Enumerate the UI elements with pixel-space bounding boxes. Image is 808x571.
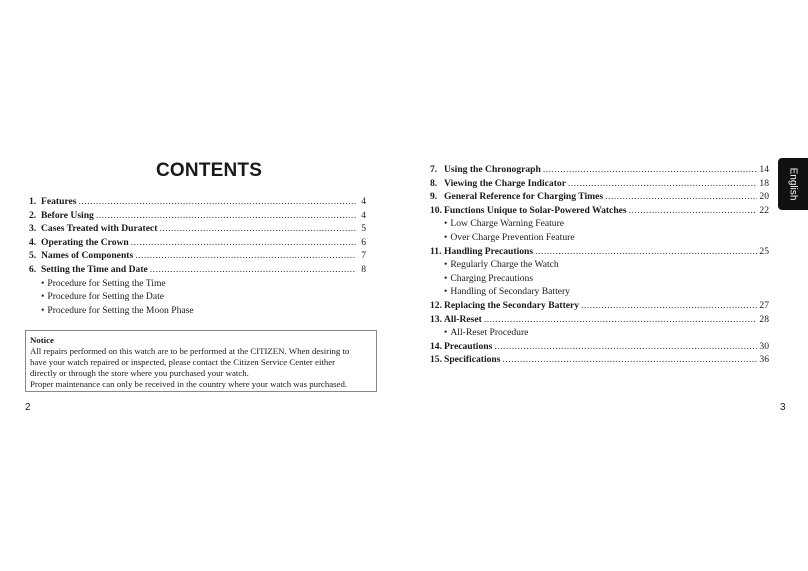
- leader-dots: [503, 354, 758, 365]
- bullet-glyph: •: [444, 286, 448, 298]
- toc-entry[interactable]: [430, 205, 769, 219]
- leader-dots: [581, 300, 757, 311]
- bullet-glyph: •: [41, 291, 45, 303]
- page-number-right: 3: [780, 402, 786, 413]
- entry-title: Features: [41, 196, 77, 207]
- toc-entry[interactable]: [29, 237, 366, 251]
- entry-title: Viewing the Charge Indicator: [444, 177, 566, 189]
- subentry-title: All-Reset Procedure: [450, 327, 529, 339]
- toc-subentry[interactable]: [430, 327, 769, 341]
- entry-page: 14: [759, 164, 769, 175]
- entry-page: 4: [361, 196, 366, 207]
- subentry-title: Procedure for Setting the Moon Phase: [47, 304, 194, 316]
- leader-dots: [79, 196, 356, 207]
- entry-title: Handling Precautions: [444, 245, 534, 257]
- toc-entry[interactable]: [430, 354, 769, 368]
- entry-title: Functions Unique to Solar-Powered Watches: [444, 204, 627, 216]
- toc-left: [29, 196, 366, 318]
- entry-number: 2.: [29, 209, 37, 221]
- entry-number: 10.: [430, 204, 442, 216]
- toc-subentry[interactable]: [430, 273, 769, 287]
- toc-entry[interactable]: [29, 210, 366, 224]
- leader-dots: [135, 250, 356, 261]
- entry-title: Specifications: [444, 354, 501, 366]
- entry-number: 7.: [430, 164, 438, 175]
- entry-page: 30: [759, 340, 769, 352]
- language-tab: [778, 158, 808, 210]
- leader-dots: [543, 164, 758, 175]
- subentry-title: Over Charge Prevention Feature: [450, 231, 575, 243]
- subentry-title: Low Charge Warning Feature: [450, 218, 565, 230]
- notice-line: have your watch repaired or inspected, please contact the Citizen Service Center either: [30, 357, 336, 367]
- toc-subentry[interactable]: [430, 259, 769, 273]
- leader-dots: [605, 191, 757, 202]
- leader-dots: [535, 246, 757, 257]
- bullet-glyph: •: [41, 304, 45, 316]
- toc-subentry[interactable]: [430, 232, 769, 246]
- toc-entry[interactable]: [430, 178, 769, 192]
- entry-number: 14.: [430, 340, 442, 352]
- leader-dots: [484, 314, 758, 325]
- toc-entry[interactable]: [29, 264, 366, 278]
- page-number-left: 2: [25, 402, 31, 413]
- entry-title: Names of Components: [41, 250, 134, 262]
- toc-entry[interactable]: [430, 191, 769, 205]
- notice-line: All repairs performed on this watch are to be performed at the CITIZEN. When desiring to: [30, 346, 350, 356]
- entry-number: 11.: [430, 245, 442, 257]
- entry-title: General Reference for Charging Times: [444, 191, 604, 203]
- bullet-glyph: •: [444, 231, 448, 243]
- entry-number: 5.: [29, 250, 37, 262]
- toc-entry[interactable]: [430, 300, 769, 314]
- entry-page: 25: [759, 245, 769, 257]
- entry-page: 5: [361, 223, 366, 235]
- bullet-glyph: •: [444, 259, 448, 271]
- entry-page: 4: [361, 209, 366, 221]
- leader-dots: [96, 210, 356, 221]
- leader-dots: [150, 264, 356, 275]
- entry-page: 22: [759, 204, 769, 216]
- entry-page: 36: [759, 354, 769, 366]
- notice-title: Notice: [30, 335, 54, 345]
- subentry-title: Handling of Secondary Battery: [450, 286, 570, 298]
- toc-entry[interactable]: [430, 341, 769, 355]
- bullet-glyph: •: [41, 277, 45, 289]
- notice-line: Proper maintenance can only be received in the country where your watch was purchased.: [30, 379, 348, 389]
- bullet-glyph: •: [444, 272, 448, 284]
- contents-title: CONTENTS: [156, 160, 263, 181]
- entry-title: Operating the Crown: [41, 236, 129, 248]
- subentry-title: Regularly Charge the Watch: [450, 259, 559, 271]
- leader-dots: [131, 237, 356, 248]
- entry-page: 7: [361, 250, 366, 262]
- leader-dots: [568, 178, 757, 189]
- toc-subentry[interactable]: [29, 305, 366, 319]
- notice-box: [25, 330, 377, 392]
- toc-subentry[interactable]: [29, 278, 366, 292]
- entry-number: 12.: [430, 299, 442, 311]
- entry-number: 9.: [430, 191, 438, 203]
- language-tab-label: English: [787, 167, 799, 201]
- entry-title: Replacing the Secondary Battery: [444, 299, 580, 311]
- entry-title: Setting the Time and Date: [41, 263, 148, 275]
- toc-subentry[interactable]: [430, 286, 769, 300]
- toc-entry[interactable]: [29, 250, 366, 264]
- entry-page: 18: [759, 177, 769, 189]
- entry-title: Using the Chronograph: [444, 164, 541, 175]
- subentry-title: Charging Precautions: [450, 272, 534, 284]
- entry-title: Precautions: [444, 340, 493, 352]
- entry-number: 1.: [29, 196, 37, 207]
- toc-subentry[interactable]: [29, 291, 366, 305]
- entry-number: 3.: [29, 223, 37, 235]
- entry-page: 6: [361, 236, 366, 248]
- toc-subentry[interactable]: [430, 218, 769, 232]
- entry-title: Cases Treated with Duratect: [41, 223, 158, 235]
- toc-entry[interactable]: [430, 246, 769, 260]
- entry-title: All-Reset: [444, 313, 482, 325]
- entry-page: 27: [759, 299, 769, 311]
- leader-dots: [494, 341, 757, 352]
- subentry-title: Procedure for Setting the Date: [47, 291, 165, 303]
- bullet-glyph: •: [444, 218, 448, 230]
- toc-entry[interactable]: [29, 196, 366, 210]
- entry-title: Before Using: [41, 209, 94, 221]
- entry-number: 4.: [29, 236, 37, 248]
- entry-page: 8: [361, 263, 366, 275]
- toc-entry[interactable]: [29, 223, 366, 237]
- subentry-title: Procedure for Setting the Time: [47, 277, 166, 289]
- entry-page: 20: [759, 191, 769, 203]
- entry-number: 8.: [430, 177, 438, 189]
- bullet-glyph: •: [444, 327, 448, 339]
- toc-entry[interactable]: [430, 314, 769, 328]
- entry-page: 28: [759, 313, 769, 325]
- toc-entry[interactable]: [430, 164, 769, 178]
- notice-line: directly or through the store where you purchased your watch.: [30, 368, 249, 378]
- entry-number: 13.: [430, 313, 442, 325]
- toc-right: [430, 164, 769, 368]
- leader-dots: [629, 205, 758, 216]
- leader-dots: [159, 223, 356, 234]
- entry-number: 15.: [430, 354, 442, 366]
- entry-number: 6.: [29, 263, 37, 275]
